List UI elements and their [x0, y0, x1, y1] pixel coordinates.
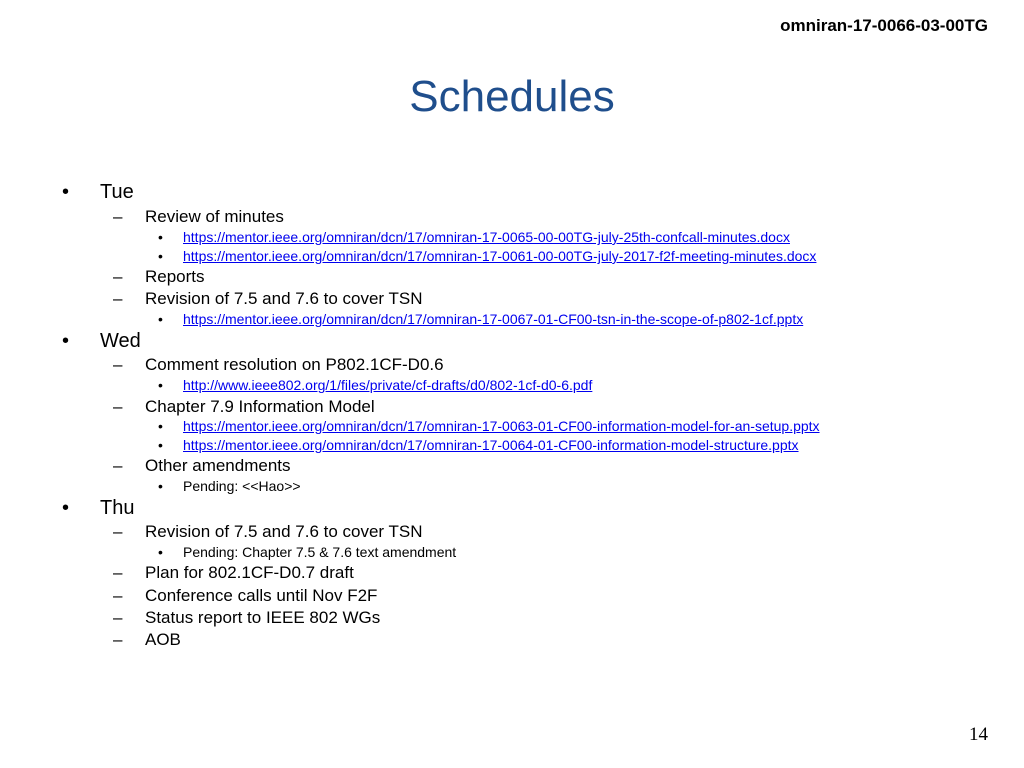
bullet: • — [158, 311, 163, 327]
dash: – — [113, 397, 123, 416]
bullet: • — [62, 181, 70, 203]
link-info-model-setup[interactable]: https://mentor.ieee.org/omniran/dcn/17/omniran-17-0063-01-CF00-information-model-for-an-setup.pptx — [183, 418, 820, 434]
dash: – — [113, 456, 123, 475]
item-reports: Reports — [145, 267, 205, 286]
bullet: • — [158, 437, 163, 453]
bullet: • — [158, 478, 163, 494]
dash: – — [113, 207, 123, 226]
bullet: • — [62, 330, 70, 352]
item-plan-draft: Plan for 802.1CF-D0.7 draft — [145, 563, 354, 582]
link-minutes-f2f[interactable]: https://mentor.ieee.org/omniran/dcn/17/omniran-17-0061-00-00TG-july-2017-f2f-meeting-minutes.docx — [183, 248, 817, 264]
dash: – — [113, 563, 123, 582]
item-pending-hao: Pending: <<Hao>> — [183, 478, 301, 494]
link-minutes-confcall[interactable]: https://mentor.ieee.org/omniran/dcn/17/omniran-17-0065-00-00TG-july-25th-confcall-minutes.docx — [183, 229, 790, 245]
link-info-model-structure[interactable]: https://mentor.ieee.org/omniran/dcn/17/omniran-17-0064-01-CF00-information-model-structure.pptx — [183, 437, 799, 453]
bullet: • — [158, 418, 163, 434]
dash: – — [113, 267, 123, 286]
item-status-report: Status report to IEEE 802 WGs — [145, 608, 381, 627]
dash: – — [113, 522, 123, 541]
bullet: • — [158, 229, 163, 245]
item-chapter-79: Chapter 7.9 Information Model — [145, 397, 375, 416]
dash: – — [113, 289, 123, 308]
item-conference-calls: Conference calls until Nov F2F — [145, 586, 378, 605]
day-label-thu: Thu — [100, 497, 135, 519]
bullet: • — [62, 497, 70, 519]
bullet: • — [158, 377, 163, 393]
item-pending-text-amendment: Pending: Chapter 7.5 & 7.6 text amendment — [183, 544, 457, 560]
bullet: • — [158, 248, 163, 264]
day-label-wed: Wed — [100, 330, 141, 352]
document-id: omniran-17-0066-03-00TG — [780, 16, 988, 35]
link-tsn-scope[interactable]: https://mentor.ieee.org/omniran/dcn/17/omniran-17-0067-01-CF00-tsn-in-the-scope-of-p802-1cf.pptx — [183, 311, 804, 327]
dash: – — [113, 608, 123, 627]
item-review-minutes: Review of minutes — [145, 207, 284, 226]
dash: – — [113, 586, 123, 605]
bullet: • — [158, 544, 163, 560]
slide-title: Schedules — [409, 72, 615, 121]
day-label-tue: Tue — [100, 181, 134, 203]
item-comment-resolution: Comment resolution on P802.1CF-D0.6 — [145, 355, 444, 374]
item-revision-tsn: Revision of 7.5 and 7.6 to cover TSN — [145, 289, 423, 308]
dash: – — [113, 630, 123, 649]
dash: – — [113, 355, 123, 374]
slide-number: 14 — [969, 724, 988, 745]
item-revision-tsn-thu: Revision of 7.5 and 7.6 to cover TSN — [145, 522, 423, 541]
item-aob: AOB — [145, 630, 181, 649]
link-draft-pdf[interactable]: http://www.ieee802.org/1/files/private/cf-drafts/d0/802-1cf-d0-6.pdf — [183, 377, 593, 393]
item-other-amendments: Other amendments — [145, 456, 291, 475]
